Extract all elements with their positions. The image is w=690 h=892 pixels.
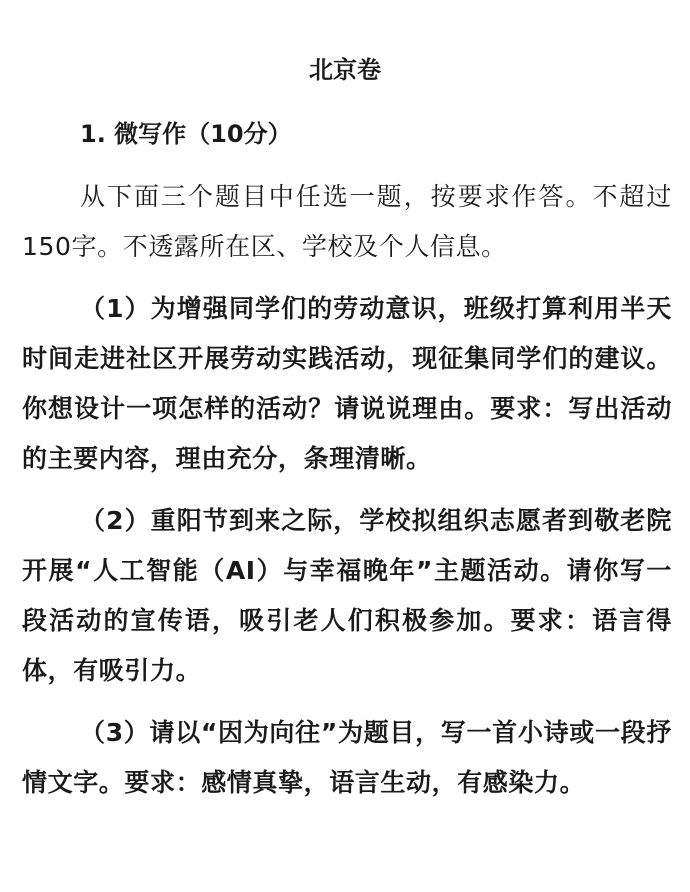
intro-paragraph: 从下面三个题目中任选一题，按要求作答。不超过150字。不透露所在区、学校及个人信息。 <box>22 182 672 261</box>
question-2-paragraph: （2）重阳节到来之际，学校拟组织志愿者到敬老院开展“人工智能（AI）与幸福晚年”主题活动。请你写一段活动的宣传语，吸引老人们积极参加。要求：语言得体，有吸引力。 <box>22 506 672 685</box>
page-title: 北京卷 <box>309 56 381 84</box>
question-3-paragraph: （3）请以“因为向往”为题目，写一首小诗或一段抒情文字。要求：感情真挚，语言生动，有感染力。 <box>22 718 672 797</box>
section-heading: 1. 微写作（10分） <box>80 120 292 148</box>
question-1-paragraph: （1）为增强同学们的劳动意识，班级打算利用半天时间走进社区开展劳动实践活动，现征集同学们的建议。你想设计一项怎样的活动？请说说理由。要求：写出活动的主要内容，理由充分，条理清晰。 <box>22 294 672 473</box>
